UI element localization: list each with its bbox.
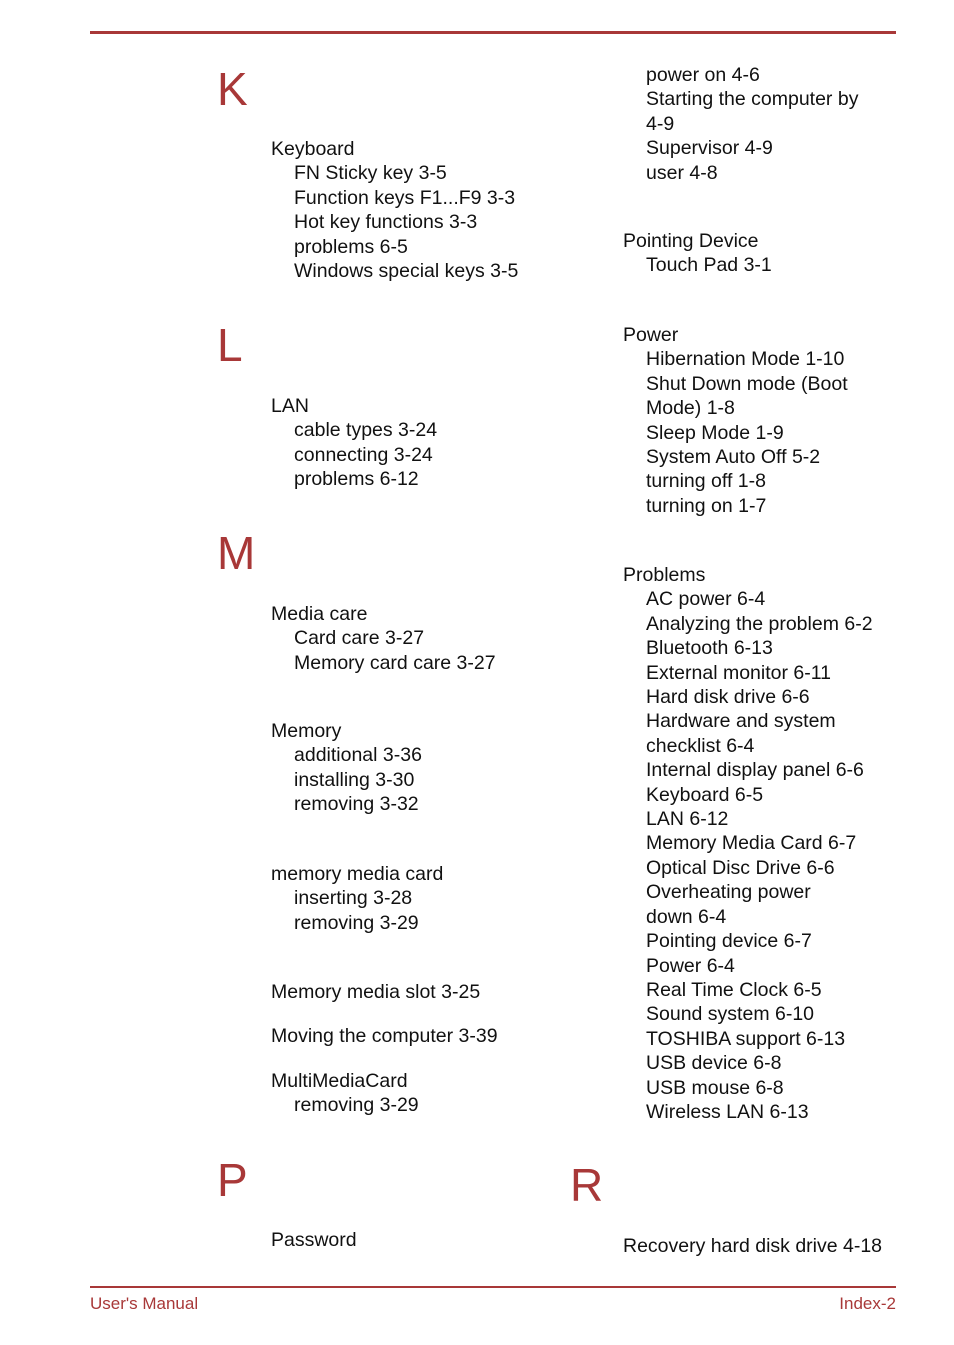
- entry-heading: Keyboard: [271, 138, 355, 160]
- entry-subitem: installing 3-30: [294, 768, 415, 791]
- entry-subitem: removing 3-29: [294, 1094, 419, 1117]
- header-rule: [90, 31, 896, 34]
- entry-subitem: removing 3-32: [294, 793, 419, 816]
- index-entry-pointing-device: [623, 229, 772, 278]
- entry-subitem: Hot key functions 3-3: [294, 211, 478, 234]
- index-entry-memory-media-slot: [271, 980, 480, 1004]
- entry-subitem: turning off 1-8: [646, 470, 766, 493]
- index-entry-memory-media-card: [271, 862, 443, 935]
- entry-heading: Pointing Device: [623, 230, 759, 252]
- entry-heading: LAN: [271, 395, 309, 417]
- entry-subitem: Analyzing the problem 6-2: [646, 612, 873, 635]
- index-letter-m: M: [217, 527, 256, 579]
- entry-subitem: Hibernation Mode 1-10: [646, 348, 845, 371]
- entry-subitem: FN Sticky key 3-5: [294, 162, 447, 185]
- entry-subitem: USB device 6-8: [646, 1052, 782, 1075]
- entry-subitem: connecting 3-24: [294, 443, 433, 466]
- entry-subitem: System Auto Off 5-2: [646, 446, 821, 469]
- entry-heading: Moving the computer 3-39: [271, 1025, 498, 1047]
- index-entry-multimediacard: [271, 1069, 419, 1118]
- entry-subitem: inserting 3-28: [294, 887, 413, 910]
- entry-heading: MultiMediaCard: [271, 1070, 408, 1092]
- footer-manual-title: User's Manual: [90, 1294, 199, 1313]
- index-letter-p: P: [217, 1154, 248, 1206]
- entry-heading: Memory: [271, 720, 342, 742]
- entry-subitem: Touch Pad 3-1: [646, 254, 772, 277]
- index-letter-r: R: [570, 1159, 604, 1211]
- index-entry-password: [271, 1228, 357, 1252]
- index-entry-power: [623, 323, 848, 518]
- entry-subitem: Power 6-4: [646, 954, 735, 977]
- entry-subitem: Sleep Mode 1-9: [646, 421, 784, 444]
- index-entry-moving-computer: [271, 1024, 498, 1048]
- entry-heading: Recovery hard disk drive 4-18: [623, 1235, 883, 1257]
- index-entry-lan: [271, 394, 437, 492]
- entry-subitem: Windows special keys 3-5: [294, 260, 519, 283]
- entry-subitem: down 6-4: [646, 905, 727, 928]
- entry-subitem: Memory card care 3-27: [294, 651, 496, 674]
- entry-subitem: user 4-8: [646, 161, 718, 184]
- entry-subitem: turning on 1-7: [646, 494, 767, 517]
- entry-subitem: Real Time Clock 6-5: [646, 978, 822, 1001]
- entry-subitem: 4-9: [646, 112, 675, 135]
- entry-subitem: Pointing device 6-7: [646, 930, 812, 953]
- entry-heading: Power: [623, 324, 679, 346]
- entry-subitem: AC power 6-4: [646, 588, 766, 611]
- footer-page-number: Index-2: [839, 1294, 896, 1313]
- entry-subitem: Card care 3-27: [294, 627, 425, 650]
- index-entry-memory: [271, 719, 422, 817]
- index-letter-k: K: [217, 63, 248, 115]
- entry-subitem: Shut Down mode (Boot: [646, 372, 848, 395]
- entry-subitem: Keyboard 6-5: [646, 783, 764, 806]
- entry-subitem: Internal display panel 6-6: [646, 759, 864, 782]
- entry-subitem: Mode) 1-8: [646, 397, 735, 420]
- entry-subitem: Wireless LAN 6-13: [646, 1100, 809, 1123]
- entry-subitem: LAN 6-12: [646, 808, 729, 831]
- entry-subitem: Hardware and system: [646, 710, 836, 733]
- footer-rule: [90, 1286, 896, 1288]
- index-entry-recovery: [623, 1234, 882, 1258]
- entry-heading: Memory media slot 3-25: [271, 981, 481, 1003]
- entry-subitem: additional 3-36: [294, 744, 422, 767]
- entry-subitem: Optical Disc Drive 6-6: [646, 856, 835, 879]
- entry-subitem: Sound system 6-10: [646, 1003, 815, 1026]
- entry-subitem: removing 3-29: [294, 911, 419, 934]
- entry-heading: Problems: [623, 564, 706, 586]
- entry-subitem: Starting the computer by: [646, 88, 859, 111]
- entry-subitem: TOSHIBA support 6-13: [646, 1027, 846, 1050]
- entry-subitem: problems 6-5: [294, 235, 408, 258]
- entry-heading: Password: [271, 1229, 357, 1251]
- entry-subitem: checklist 6-4: [646, 734, 755, 757]
- entry-heading: memory media card: [271, 863, 444, 885]
- entry-subitem: Overheating power: [646, 881, 811, 904]
- entry-heading: Media care: [271, 603, 368, 625]
- entry-subitem: Supervisor 4-9: [646, 137, 773, 160]
- entry-subitem: Memory Media Card 6-7: [646, 832, 857, 855]
- entry-subitem: Bluetooth 6-13: [646, 637, 773, 660]
- index-entry-problems: [623, 563, 873, 1124]
- entry-subitem: Hard disk drive 6-6: [646, 686, 810, 709]
- entry-subitem: USB mouse 6-8: [646, 1076, 784, 1099]
- entry-subitem: power on 4-6: [646, 64, 760, 86]
- index-entry-media-care: [271, 602, 496, 675]
- entry-subitem: External monitor 6-11: [646, 661, 831, 684]
- entry-subitem: Function keys F1...F9 3-3: [294, 186, 516, 209]
- index-entry-keyboard: [271, 137, 518, 283]
- entry-subitem: cable types 3-24: [294, 419, 438, 442]
- entry-subitem: problems 6-12: [294, 468, 419, 491]
- index-letter-l: L: [217, 319, 243, 371]
- index-entry-password-continued: [623, 63, 858, 185]
